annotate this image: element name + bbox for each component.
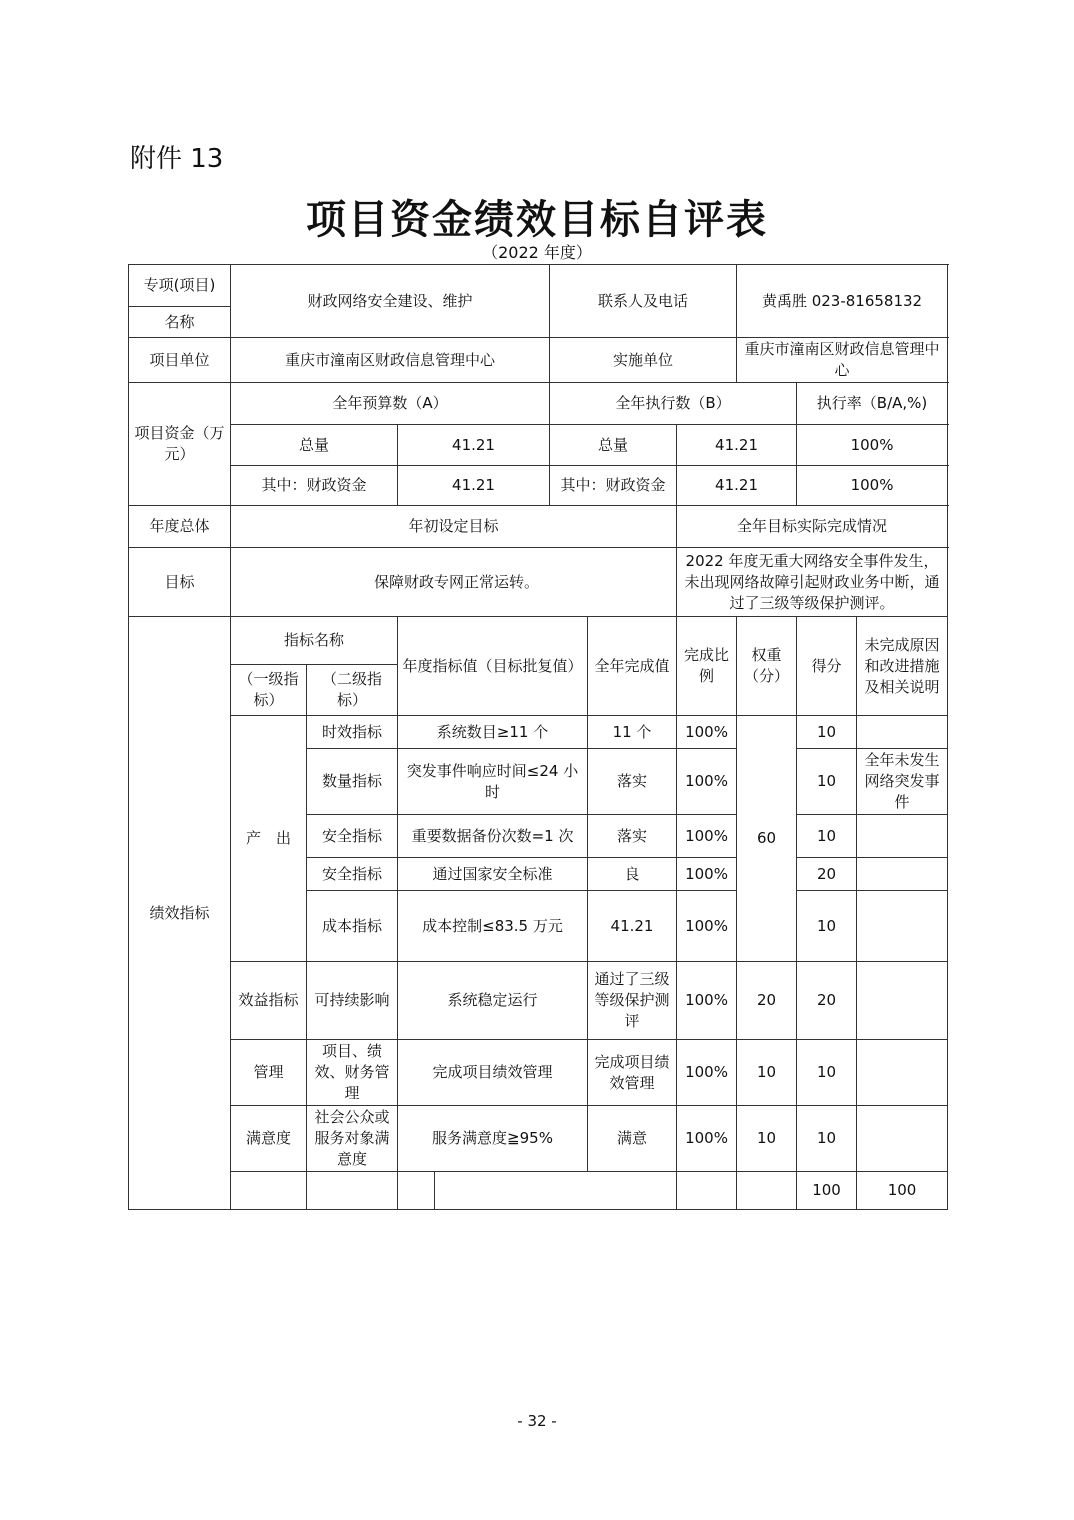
impl-value: 重庆市潼南区财政信息管理中心: [737, 338, 948, 383]
attachment-label: 附件 13: [130, 144, 224, 174]
actual-header: 全年目标实际完成情况: [677, 506, 948, 548]
year-label: （2022 年度）: [482, 243, 592, 262]
table-row-level2: 社会公众或服务对象满意度: [307, 1106, 398, 1172]
level2-header: （二级指标）: [307, 665, 398, 716]
contact-label: 联系人及电话: [550, 265, 737, 338]
total-score: 100: [857, 1172, 948, 1210]
table-row-level1: 效益指标: [231, 962, 307, 1040]
table-row-level2: 成本指标: [307, 891, 398, 962]
table-row-note: 全年未发生网络突发事件: [857, 749, 948, 815]
table-row-note: [857, 716, 948, 749]
table-row-level1: 满意度: [231, 1106, 307, 1172]
table-row-score: 10: [797, 1040, 857, 1106]
output-label: 产 出: [231, 716, 307, 962]
table-row-level2: 项目、绩效、财务管理: [307, 1040, 398, 1106]
table-row-level2: 安全指标: [307, 858, 398, 891]
table-row-note: [857, 1040, 948, 1106]
budget-fiscal: 41.21: [398, 466, 550, 506]
budget-total-label: 总量: [231, 425, 398, 466]
table-row-value: 落实: [588, 815, 677, 858]
weight-header: 权重（分）: [737, 617, 797, 716]
actual-text: 2022 年度无重大网络安全事件发生，未出现网络故障引起财政业务中断，通过了三级等级保护测评。: [677, 548, 948, 617]
impl-label: 实施单位: [550, 338, 737, 383]
table-row-score: 20: [797, 858, 857, 891]
unit-value: 重庆市潼南区财政信息管理中心: [231, 338, 550, 383]
unit-label: 项目单位: [129, 338, 231, 383]
table-row-ratio: 100%: [677, 1106, 737, 1172]
exec-header: 全年执行数（B）: [550, 383, 797, 425]
budget-header: 全年预算数（A）: [231, 383, 550, 425]
table-row-target: 突发事件响应时间≤24 小时: [398, 749, 588, 815]
table-row-ratio: 100%: [677, 1040, 737, 1106]
table-row-target: 系统数目≥11 个: [398, 716, 588, 749]
table-row-value: 满意: [588, 1106, 677, 1172]
table-row-ratio: 100%: [677, 815, 737, 858]
table-row-score: 10: [797, 749, 857, 815]
contact-value: 黄禹胜 023-81658132: [737, 265, 948, 338]
table-row-target: 重要数据备份次数=1 次: [398, 815, 588, 858]
exec-fiscal: 41.21: [677, 466, 797, 506]
goal-label: 目标: [129, 548, 231, 617]
total-row-blank: [435, 1172, 677, 1210]
total-row-blank: [677, 1172, 737, 1210]
table-row-level2: 时效指标: [307, 716, 398, 749]
table-row-note: [857, 962, 948, 1040]
total-weight: 100: [797, 1172, 857, 1210]
table-row-score: 10: [797, 716, 857, 749]
table-row-note: [857, 858, 948, 891]
total-row-blank: [398, 1172, 435, 1210]
output-weight: 60: [737, 716, 797, 962]
table-row-target: 服务满意度≧95%: [398, 1106, 588, 1172]
table-row-weight: 10: [737, 1040, 797, 1106]
rate-total: 100%: [797, 425, 948, 466]
exec-fiscal-label: 其中：财政资金: [550, 466, 677, 506]
table-row-target: 成本控制≤83.5 万元: [398, 891, 588, 962]
table-row-note: [857, 1106, 948, 1172]
table-row-value: 11 个: [588, 716, 677, 749]
annual-label: 年度总体: [129, 506, 231, 548]
project-name-label-1: 专项(项目): [129, 265, 231, 307]
table-row-ratio: 100%: [677, 962, 737, 1040]
table-row-score: 10: [797, 891, 857, 962]
table-row-weight: 10: [737, 1106, 797, 1172]
table-row-level2: 数量指标: [307, 749, 398, 815]
table-row-target: 系统稳定运行: [398, 962, 588, 1040]
table-row-level1: 管理: [231, 1040, 307, 1106]
table-row-weight: 20: [737, 962, 797, 1040]
total-row-blank: [737, 1172, 797, 1210]
perf-label: 绩效指标: [129, 617, 231, 1210]
table-row-target: 完成项目绩效管理: [398, 1040, 588, 1106]
goal-text: 保障财政专网正常运转。: [231, 548, 677, 617]
annual-value-header: 全年完成值: [588, 617, 677, 716]
table-row-level2: 可持续影响: [307, 962, 398, 1040]
total-row-blank: [231, 1172, 307, 1210]
table-row-value: 落实: [588, 749, 677, 815]
project-name: 财政网络安全建设、维护: [231, 265, 550, 338]
target-header: 年度指标值（目标批复值）: [398, 617, 588, 716]
indicator-name-header: 指标名称: [231, 617, 398, 665]
table-row-value: 良: [588, 858, 677, 891]
table-row-ratio: 100%: [677, 749, 737, 815]
rate-header: 执行率（B/A,%): [797, 383, 948, 425]
reason-header: 未完成原因和改进措施及相关说明: [857, 617, 948, 716]
level1-header: （一级指标）: [231, 665, 307, 716]
table-row-target: 通过国家安全标准: [398, 858, 588, 891]
table-row-value: 41.21: [588, 891, 677, 962]
table-row-note: [857, 815, 948, 858]
table-row-score: 10: [797, 1106, 857, 1172]
total-row-blank: [307, 1172, 398, 1210]
table-row-ratio: 100%: [677, 891, 737, 962]
table-row-score: 10: [797, 815, 857, 858]
table-row-value: 通过了三级等级保护测评: [588, 962, 677, 1040]
rate-fiscal: 100%: [797, 466, 948, 506]
score-header: 得分: [797, 617, 857, 716]
exec-total: 41.21: [677, 425, 797, 466]
funds-label: 项目资金（万元）: [129, 383, 231, 506]
table-row-ratio: 100%: [677, 858, 737, 891]
table-row-score: 20: [797, 962, 857, 1040]
initial-goal-header: 年初设定目标: [231, 506, 677, 548]
project-name-label-2: 名称: [129, 307, 231, 338]
exec-total-label: 总量: [550, 425, 677, 466]
budget-fiscal-label: 其中：财政资金: [231, 466, 398, 506]
page-title: 项目资金绩效目标自评表: [306, 196, 768, 243]
table-row-level2: 安全指标: [307, 815, 398, 858]
page-number: - 32 -: [517, 1412, 557, 1430]
table-row-note: [857, 891, 948, 962]
table-row-value: 完成项目绩效管理: [588, 1040, 677, 1106]
ratio-header: 完成比例: [677, 617, 737, 716]
self-evaluation-table: [128, 264, 948, 1210]
table-row-ratio: 100%: [677, 716, 737, 749]
budget-total: 41.21: [398, 425, 550, 466]
